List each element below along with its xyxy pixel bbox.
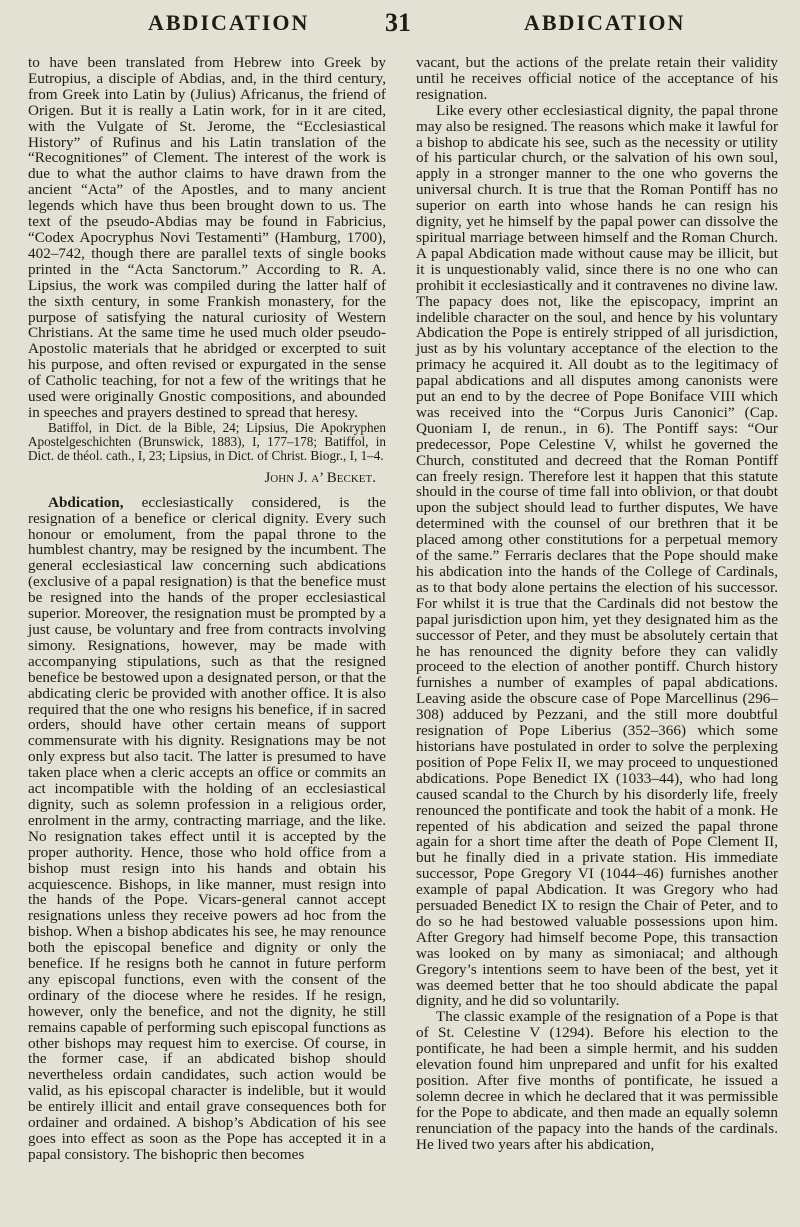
author-signature: John J. a’ Becket. bbox=[264, 469, 376, 486]
article-paragraph: vacant, but the actions of the prelate retain their validity until he receives official notice of the acceptance of his resignation. bbox=[416, 54, 778, 103]
running-head bbox=[0, 10, 800, 50]
article-paragraph: The classic example of the resignation of a Pope is that of St. Celestine V (1294). Before his election to the pontificate, he had been a simple hermit, and his sudden elevation found him unprepared and unfit for his exalted position. After five months of pontificate, he issued a solemn decree in which he declared that it was permissible for the Pope to abdicate, and then made an equally solemn renunciation of the papacy into the hands of the cardinals. He lived two years after his abdication, bbox=[416, 1008, 778, 1153]
article-paragraph: to have been translated from Hebrew into Greek by Eutropius, a disciple of Abdias, and, in the third century, from Greek into Latin by (Julius) Africanus, the friend of Origen. But it is really a Latin work, for in it are cited, with the Vulgate of St. Jerome, the “Ecclesiastical History” of Rufinus and his Latin translation of the “Recognitiones” of Clement. The interest of the work is due to what the author claims to have drawn from the ancient “Acta” of the Apostles, and to many ancient legends which have thus been brought down to us. The text of the pseudo-Abdias may be found in Fabricius, “Codex Apocryphus Novi Testamenti” (Hamburg, 1700), 402–742, though there are parallel texts of single books printed in the “Acta Sanctorum.” According to R. A. Lipsius, the work was compiled during the latter half of the sixth century, in some Frankish monastery, for the purpose of satisfying the natural curiosity of Western Christians. At the same time he used much older pseudo-Apostolic materials that he abridged or excerpted to suit his purpose, and often revised or expurgated in the sense of Catholic teaching, for not a few of the writings that he used were originally Gnostic compositions, and abounded in speeches and prayers destined to spread that heresy. bbox=[28, 54, 386, 421]
page-number: 31 bbox=[385, 8, 411, 37]
running-head-right: ABDICATION bbox=[524, 10, 686, 35]
entry-text: ecclesiastically considered, is the resignation of a benefice or clerical dignity. Every such honour or emolument, from the papal throne to the humblest chantry, may be resigned by the incumbent. The general ecclesiastical law concerning such abdications (exclusive of a papal resignation) is that the benefice must be resigned into the hands of the proper ecclesiastical superior. Moreover, the resignation must be prompted by a just cause, be voluntary and free from contracts involving simony. Resignations, however, may be made with accompanying stipulations, such as that the resigned benefice be bestowed upon a designated person, or that the abdicating cleric be provided with another office. It is also required that the one who resigns his benefice, if in sacred orders, should have other certain means of support commensurate with his dignity. Resignations may be not only express but also tacit. The latter is presumed to have taken place when a cleric accepts an office or commits an act incompatible with the holding of an ecclesiastical dignity, such as solemn profession in a religious order, enrolment in the army, contracting marriage, and the like. No resignation takes effect until it is accepted by the proper authority. Hence, those who hold office from a bishop must resign into his hands and obtain his acquiescence. Bishops, in like manner, must resign into the hands of the Pope. Vicars-general cannot accept resignations unless they receive powers ad hoc from the bishop. When a bishop abdicates his see, he may renounce both the episcopal benefice and dignity or only the benefice. If he resigns both he cannot in future perform any episcopal functions, even with the consent of the ordinary of the diocese where he resides. If he resign, however, only the benefice, and not the dignity, he still remains capable of performing such episcopal functions as other bishops may request him to exercise. Of course, in the former case, if an abdicated bishop should nevertheless ordain candidates, such action would be valid, as his episcopal character is indelible, but it would be entirely illicit and entail grave consequences both for ordainer and ordained. A bishop’s Abdication of his see goes into effect as soon as the Pope has accepted it in a papal consistory. The bishopric then becomes bbox=[28, 493, 386, 1163]
bibliography: Batiffol, in Dict. de la Bible, 24; Lipsius, Die Apokryphen Apostelgeschichten (Brunswick, 1883), I, 177–178; Batiffol, in Dict. de théol. cath., I, 23; Lipsius, in Dict. of Christ. Biogr., I, 1–4. bbox=[28, 419, 386, 463]
left-column bbox=[28, 55, 386, 1163]
entry-headword: Abdication, bbox=[48, 493, 124, 511]
article-paragraph bbox=[28, 495, 386, 1163]
running-head-left: ABDICATION bbox=[148, 10, 310, 35]
right-column bbox=[416, 55, 778, 1153]
article-paragraph: Like every other ecclesiastical dignity, the papal throne may also be resigned. The reasons which make it lawful for a bishop to abdicate his see, such as the necessity or utility of his particular church, or the salvation of his own soul, apply in a stronger manner to the one who governs the universal church. It is true that the Roman Pontiff has no superior on earth into whose hands he can resign his dignity, yet he himself by the papal power can dissolve the spiritual marriage between himself and the Roman Church. A papal Abdication made without cause may be illicit, but it is unquestionably valid, since there is no one who can prohibit it ecclesiastically and it contravenes no divine law. The papacy does not, like the episcopacy, imprint an indelible character on the soul, and hence by his voluntary Abdication the Pope is entirely stripped of all jurisdiction, just as by his voluntary acceptance of the election to the primacy he acquired it. All doubt as to the legitimacy of papal abdications and all disputes among canonists were put an end to by the decree of Pope Boniface VIII which was received into the “Corpus Juris Canonici” (Cap. Quoniam I, de renun., in 6). The Pontiff says: “Our predecessor, Pope Celestine V, whilst he governed the Church, constituted and decreed that the Roman Pontiff can freely resign. Therefore lest it happen that this statute should in the course of time fall into oblivion, or that doubt upon the subject should lead to further disputes, We have determined with the counsel of our brethren that it be placed among other constitutions for a perpetual memory of the same.” Ferraris declares that the Pope should make his abdication into the hands of the College of Cardinals, as to that body alone pertains the election of his successor. For whilst it is true that the Cardinals did not bestow the papal jurisdiction upon him, yet they designated him as the successor of Peter, and they must be absolutely certain that he has renounced the dignity before they can validly proceed to the election of another pontiff. Church history furnishes a number of examples of papal abdications. Leaving aside the obscure case of Pope Marcellinus (296–308) adduced by Pezzani, and the still more doubtful resignation of Pope Liberius (352–366) which some historians have postulated in order to solve the perplexing position of Pope Felix II, we may proceed to unquestioned abdications. Pope Benedict IX (1033–44), who had long caused scandal to the Church by his disorderly life, freely renounced the pontificate and took the habit of a monk. He repented of his abdication and seized the papal throne again for a short time after the death of Pope Clement II, but he finally died in a private station. His immediate successor, Pope Gregory VI (1044–46) furnishes another example of papal Abdication. It was Gregory who had persuaded Benedict IX to resign the Chair of Peter, and to do so he had bestowed valuable possessions upon him. After Gregory had himself become Pope, this transaction was looked on by many as simoniacal; and although Gregory’s intentions seem to have been of the best, yet it was deemed better that he too should abdicate the papal dignity, and he did so voluntarily. bbox=[416, 101, 779, 1010]
